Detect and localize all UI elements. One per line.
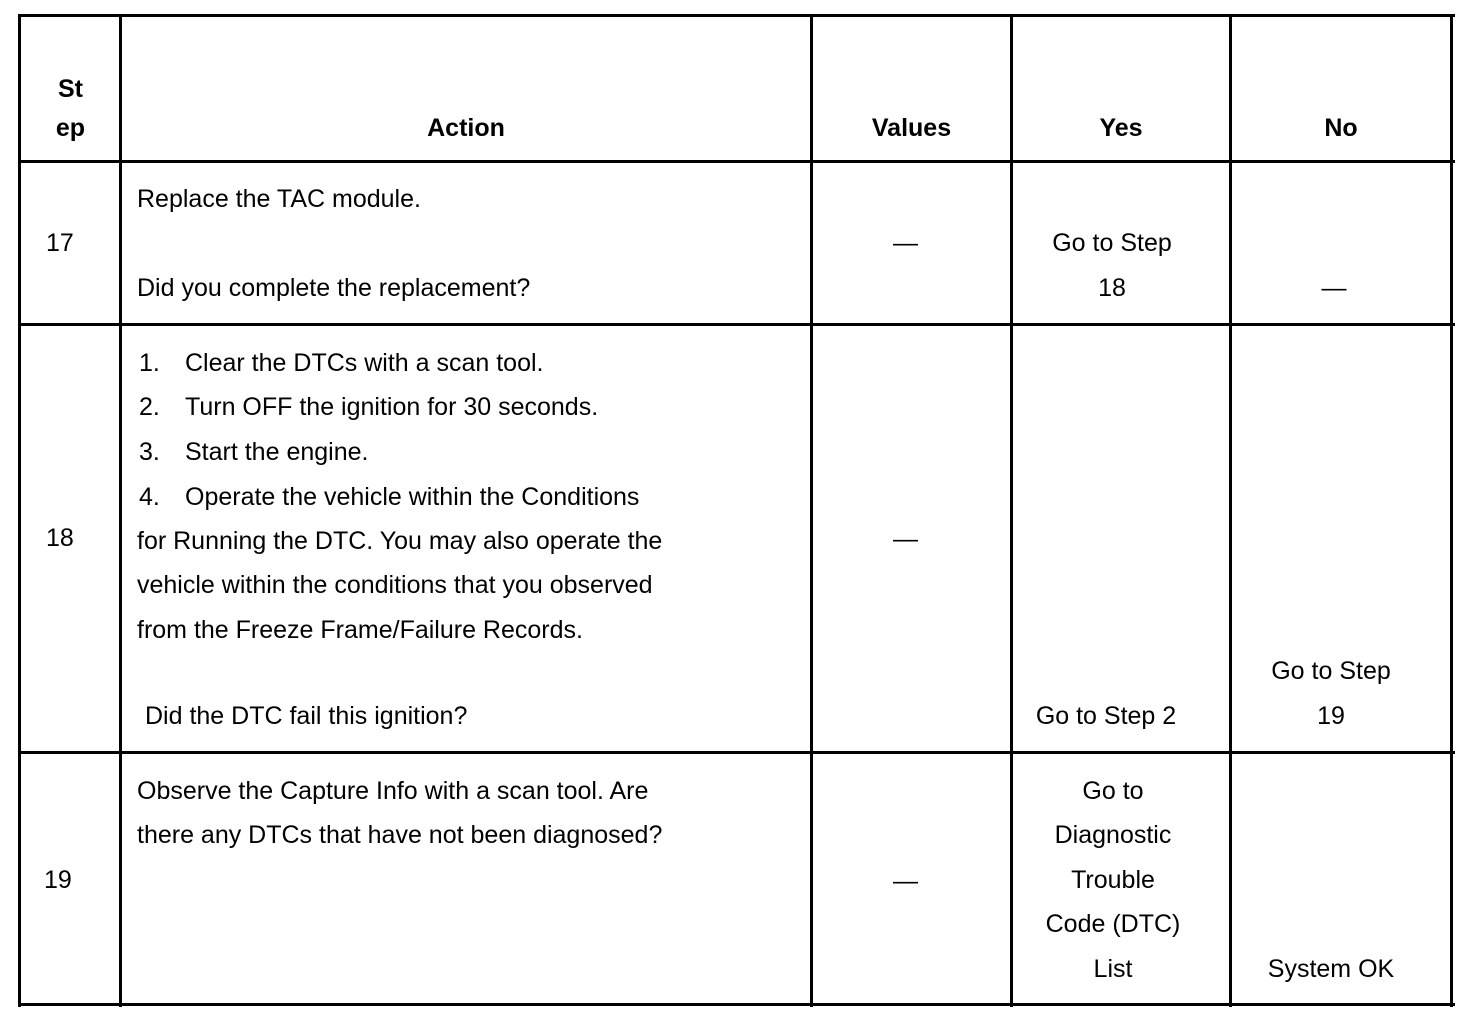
column-divider xyxy=(1010,14,1013,1007)
column-divider xyxy=(1229,14,1232,1007)
list-item-text: Start the engine. xyxy=(185,438,369,466)
table-border-left xyxy=(18,14,21,1007)
action-text: Replace the TAC module. xyxy=(137,185,421,213)
step-number: 17 xyxy=(46,229,74,257)
values-cell: — xyxy=(893,229,918,257)
action-continuation: vehicle within the conditions that you observed xyxy=(137,571,653,599)
yes-cell-line: Diagnostic xyxy=(1054,821,1172,849)
table-border-bottom xyxy=(18,1003,1455,1006)
action-question: Did the DTC fail this ignition? xyxy=(145,702,468,730)
yes-cell-line: Code (DTC) xyxy=(1045,910,1181,938)
no-cell-line2: 19 xyxy=(1317,702,1345,730)
action-question: Did you complete the replacement? xyxy=(137,274,531,302)
action-continuation: from the Freeze Frame/Failure Records. xyxy=(137,616,583,644)
yes-cell-line: Go to xyxy=(1082,777,1144,805)
column-divider xyxy=(810,14,813,1007)
row-divider xyxy=(18,323,1455,326)
header-divider xyxy=(18,160,1455,163)
table-border-top xyxy=(18,14,1455,17)
header-step-line2: ep xyxy=(55,114,86,142)
yes-cell-line: Trouble xyxy=(1071,866,1155,894)
row-divider xyxy=(18,751,1455,754)
header-yes: Yes xyxy=(1099,114,1143,142)
header-action: Action xyxy=(427,114,505,142)
list-item-number: 1. xyxy=(139,349,160,377)
list-item-text: Operate the vehicle within the Conditions xyxy=(185,483,640,511)
yes-cell-line: List xyxy=(1093,955,1133,983)
values-cell: — xyxy=(893,867,918,895)
list-item-text: Clear the DTCs with a scan tool. xyxy=(185,349,544,377)
list-item-number: 2. xyxy=(139,393,160,421)
values-cell: — xyxy=(893,525,918,553)
header-no: No xyxy=(1324,114,1358,142)
no-cell-line1: Go to Step xyxy=(1271,657,1391,685)
list-item-text: Turn OFF the ignition for 30 seconds. xyxy=(185,393,599,421)
list-item-number: 4. xyxy=(139,483,160,511)
yes-cell-line1: Go to Step xyxy=(1052,229,1172,257)
header-step-line1: St xyxy=(58,75,83,103)
action-text: there any DTCs that have not been diagnosed? xyxy=(137,821,663,849)
no-cell: — xyxy=(1321,274,1347,302)
list-item-number: 3. xyxy=(139,438,160,466)
column-divider xyxy=(119,14,122,1007)
no-cell: System OK xyxy=(1267,955,1395,983)
table-border-right xyxy=(1450,14,1453,1007)
yes-cell-line2: 18 xyxy=(1098,274,1126,302)
action-text: Observe the Capture Info with a scan tool. Are xyxy=(137,777,649,805)
step-number: 18 xyxy=(46,524,74,552)
action-continuation: for Running the DTC. You may also operate the xyxy=(137,527,663,555)
yes-cell: Go to Step 2 xyxy=(1035,702,1177,730)
header-values: Values xyxy=(871,114,952,142)
step-number: 19 xyxy=(44,866,72,894)
